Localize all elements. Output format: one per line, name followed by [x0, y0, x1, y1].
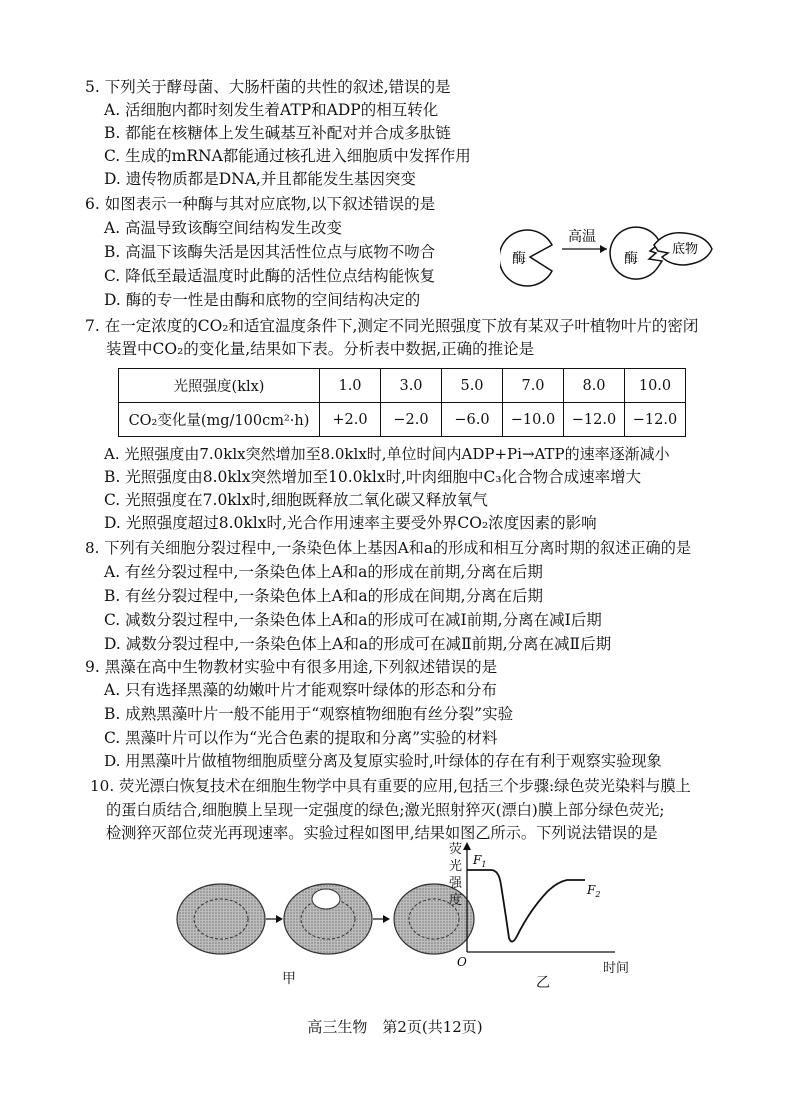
q7-option-c: C. 光照强度在7.0klx时,细胞既释放二氧化碳又释放氧气 [104, 491, 488, 509]
substrate-label: 底物 [672, 242, 699, 257]
q8-option-b: B. 有丝分裂过程中,一条染色体上A和a的形成在间期,分离在后期 [104, 587, 544, 605]
arrow-label: 高温 [568, 229, 596, 245]
q8-option-c: C. 减数分裂过程中,一条染色体上A和a的形成可在减Ⅰ前期,分离在减Ⅰ后期 [104, 611, 602, 629]
q7-option-d: D. 光照强度超过8.0klx时,光合作用速率主要受外界CO₂浓度因素的影响 [104, 514, 597, 532]
figure-jia-label: 甲 [282, 971, 296, 987]
table-row [119, 369, 686, 403]
q9-option-a: A. 只有选择黑藻的幼嫩叶片才能观察叶绿体的形态和分布 [104, 681, 498, 699]
f1-label: $F_1$ [473, 853, 487, 869]
y-axis-label: 荧光强度 [449, 842, 463, 908]
table-cell: 3.0 [381, 369, 442, 403]
page-footer: 高三生物 第2页(共12页) [307, 1018, 483, 1036]
q7-stem-line1: 7. 在一定浓度的CO₂和适宜温度条件下,测定不同光照强度下放有某双子叶植物叶片的密闭 [85, 317, 699, 335]
q9-stem: 9. 黑藻在高中生物教材实验中有很多用途,下列叙述错误的是 [85, 658, 498, 676]
cell-2 [284, 884, 372, 954]
q5-option-a: A. 活细胞内都时刻发生着ATP和ADP的相互转化 [104, 101, 439, 119]
q7-option-b: B. 光照强度由8.0klx突然增加至10.0klx时,叶肉细胞中C₃化合物合成速率增大 [104, 468, 642, 486]
figure-yi-graph [455, 840, 635, 970]
table-cell: 8.0 [564, 369, 625, 403]
table-cell: +2.0 [320, 403, 381, 437]
table-cell: −6.0 [442, 403, 503, 437]
x-axis-label: 时间 [603, 961, 630, 976]
q5-option-d: D. 遗传物质都是DNA,并且都能发生基因突变 [104, 170, 416, 188]
denatured-enzyme-label: 酶 [624, 251, 638, 267]
q7-data-table [118, 368, 686, 437]
q6-option-d: D. 酶的专一性是由酶和底物的空间结构决定的 [104, 291, 421, 309]
q9-option-b: B. 成熟黑藻叶片一般不能用于“观察植物细胞有丝分裂”实验 [104, 705, 514, 723]
q9-option-c: C. 黑藻叶片可以作为“光合色素的提取和分离”实验的材料 [104, 729, 498, 747]
q5-option-c: C. 生成的mRNA都能通过核孔进入细胞质中发挥作用 [104, 147, 471, 165]
q8-option-a: A. 有丝分裂过程中,一条染色体上A和a的形成在前期,分离在后期 [104, 563, 543, 581]
q7-option-a: A. 光照强度由7.0klx突然增加至8.0klx时,单位时间内ADP+Pi→ATP的速率逐渐减小 [104, 445, 670, 463]
table-cell: −10.0 [503, 403, 564, 437]
enzyme-shape [500, 230, 552, 286]
q10-stem-line3: 检测猝灭部位荧光再现速率。实验过程如图甲,结果如图乙所示。下列说法错误的是 [106, 824, 658, 842]
enzyme-label: 酶 [512, 251, 526, 267]
table-cell: 10.0 [625, 369, 686, 403]
row-header-light: 光照强度(klx) [119, 369, 320, 403]
q5-stem: 5. 下列关于酵母菌、大肠杆菌的共性的叙述,错误的是 [85, 78, 451, 96]
table-cell: 1.0 [320, 369, 381, 403]
q8-option-d: D. 减数分裂过程中,一条染色体上A和a的形成可在减Ⅱ前期,分离在减Ⅱ后期 [104, 635, 612, 653]
enzyme-figure [500, 215, 740, 300]
table-cell: 7.0 [503, 369, 564, 403]
cell-1 [177, 884, 265, 954]
q10-stem-line1: 10. 荧光漂白恢复技术在细胞生物学中具有重要的应用,包括三个步骤:绿色荧光染料与膜上 [90, 777, 691, 795]
table-cell: −2.0 [381, 403, 442, 437]
f2-label: $F_2$ [587, 883, 601, 899]
figure-jia [176, 876, 476, 976]
q9-option-d: D. 用黑藻叶片做植物细胞质壁分离及复原实验时,叶绿体的存在有利于观察实验现象 [104, 752, 662, 770]
fluorescence-curve [467, 870, 585, 942]
q6-option-b: B. 高温下该酶失活是因其活性位点与底物不吻合 [104, 243, 436, 261]
q6-stem: 6. 如图表示一种酶与其对应底物,以下叙述错误的是 [85, 195, 436, 213]
q10-stem-line2: 的蛋白质结合,细胞膜上呈现一定强度的绿色;激光照射猝灭(漂白)膜上部分绿色荧光; [106, 801, 665, 819]
origin-label: O [457, 955, 467, 969]
q7-stem-line2: 装置中CO₂的变化量,结果如下表。分析表中数据,正确的推论是 [106, 340, 535, 358]
q8-stem: 8. 下列有关细胞分裂过程中,一条染色体上基因A和a的形成和相互分离时期的叙述正确的是 [85, 539, 692, 557]
table-cell: −12.0 [625, 403, 686, 437]
q6-option-c: C. 降低至最适温度时此酶的活性位点结构能恢复 [104, 267, 436, 285]
table-cell: 5.0 [442, 369, 503, 403]
figure-yi-label: 乙 [536, 975, 550, 991]
q6-option-a: A. 高温导致该酶空间结构发生改变 [104, 219, 343, 237]
table-cell: −12.0 [564, 403, 625, 437]
q5-option-b: B. 都能在核糖体上发生碱基互补配对并合成多肽链 [104, 124, 451, 142]
table-row [119, 403, 686, 437]
row-header-co2: CO₂变化量(mg/100cm²·h) [119, 403, 320, 437]
